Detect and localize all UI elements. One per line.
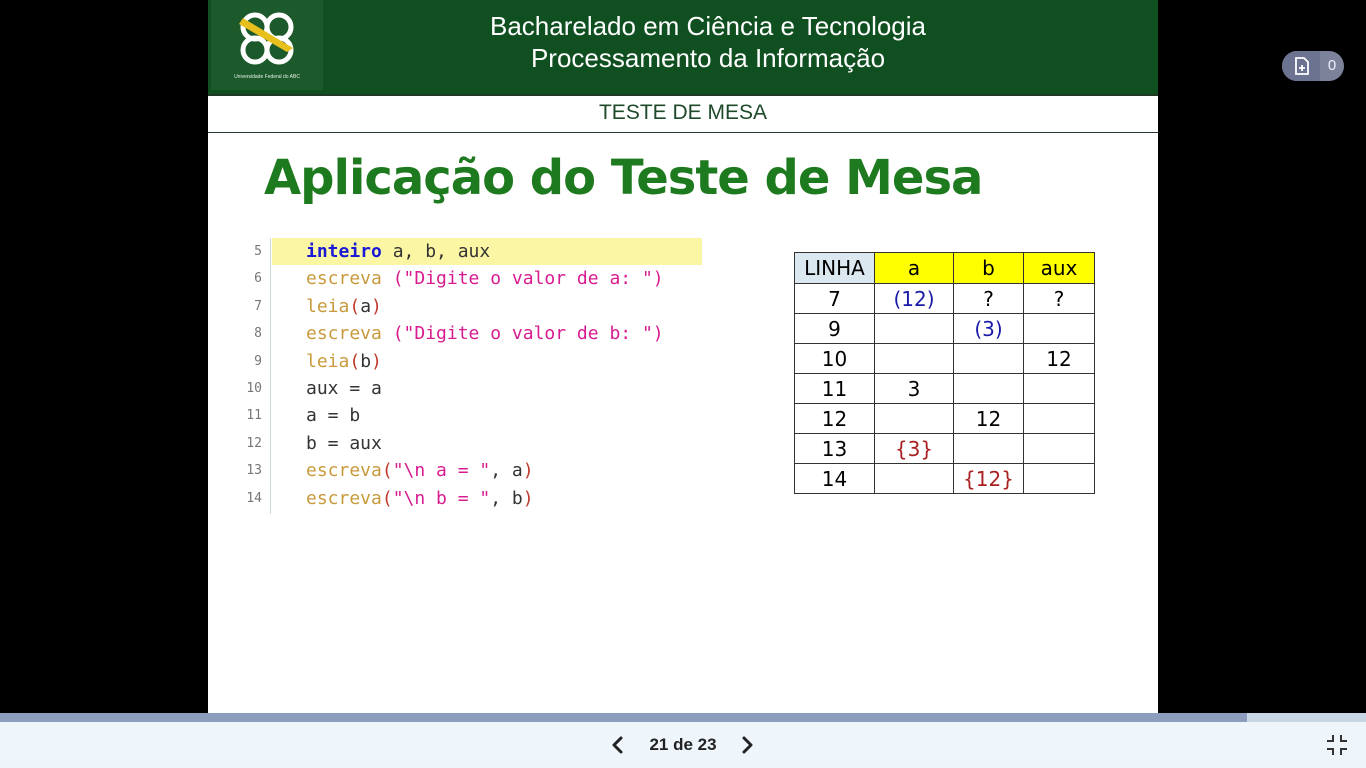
cell-a: (12) [875, 284, 954, 314]
code-line [232, 320, 702, 347]
cell-a [875, 464, 954, 494]
code-text [306, 485, 534, 512]
line-number: 9 [254, 353, 262, 369]
code-token: ( [349, 295, 361, 317]
cell-b [954, 374, 1024, 404]
code-token: leia [306, 295, 350, 317]
bottom-toolbar [0, 722, 1366, 768]
cell-aux [1024, 374, 1095, 404]
cell-a: 3 [875, 374, 954, 404]
cell-aux: ? [1024, 284, 1095, 314]
cell-linha: 13 [795, 434, 875, 464]
code-token: a = b [306, 405, 361, 427]
code-token: inteiro [306, 241, 382, 262]
code-token: ( [349, 350, 361, 372]
code-text [306, 430, 382, 457]
code-text [306, 457, 534, 484]
code-text [306, 402, 360, 429]
cell-b [954, 434, 1024, 464]
code-listing [232, 238, 702, 514]
table-row [795, 374, 1095, 404]
cell-linha: 12 [795, 404, 875, 434]
cell-a: {3} [875, 434, 954, 464]
code-text [306, 348, 382, 375]
code-line [232, 265, 702, 292]
slide-header [208, 0, 1158, 96]
chevron-left-icon [614, 738, 621, 752]
line-number: 5 [254, 244, 262, 259]
code-token: , b [490, 487, 523, 509]
cell-aux [1024, 464, 1095, 494]
code-token: b [360, 350, 372, 372]
header-a: a [875, 253, 954, 284]
line-number: 13 [246, 463, 262, 479]
chevron-right-icon [744, 738, 751, 752]
code-token: ( [381, 460, 393, 482]
code-line [232, 375, 702, 402]
cell-b: {12} [954, 464, 1024, 494]
header-b: b [954, 253, 1024, 284]
cell-b: (3) [954, 314, 1024, 344]
desk-check-table [794, 252, 1095, 494]
table-row [795, 434, 1095, 464]
slide-subtitle: TESTE DE MESA [598, 101, 768, 124]
exit-fullscreen-button[interactable] [1324, 732, 1350, 758]
slide [208, 0, 1158, 713]
line-number: 11 [246, 408, 262, 424]
line-number: 12 [246, 435, 262, 451]
header-text [358, 10, 1058, 74]
cell-a [875, 314, 954, 344]
line-number: 8 [254, 326, 262, 342]
cell-aux: 12 [1024, 344, 1095, 374]
table-row [795, 464, 1095, 494]
line-number: 10 [246, 381, 262, 396]
exit-fullscreen-icon [1327, 735, 1347, 755]
code-token: leia [306, 350, 350, 372]
add-document-icon [1294, 57, 1310, 75]
table-body [795, 284, 1095, 494]
code-line [232, 485, 702, 512]
cell-a [875, 404, 954, 434]
code-token: ) [371, 295, 382, 317]
header-linha: LINHA [795, 253, 875, 284]
code-token: "\n a = " [392, 460, 491, 482]
table-row [795, 404, 1095, 434]
cell-a [875, 344, 954, 374]
cell-b [954, 344, 1024, 374]
attachments-badge[interactable] [1282, 51, 1344, 81]
code-token: ) [371, 350, 382, 372]
code-token: ("Digite o valor de b: ") [392, 323, 664, 345]
code-line [232, 293, 702, 320]
cell-aux [1024, 404, 1095, 434]
header-line-2: Processamento da Informação [530, 43, 886, 73]
table-header-row [795, 253, 1095, 284]
cell-aux [1024, 434, 1095, 464]
code-token: aux = a [306, 378, 382, 399]
table-row [795, 284, 1095, 314]
code-token: a, b, aux [381, 241, 491, 262]
code-text [306, 265, 664, 292]
code-text [306, 293, 382, 320]
code-token: ) [522, 487, 534, 509]
code-line [232, 430, 702, 457]
table-row [795, 314, 1095, 344]
code-token [382, 268, 393, 289]
subtitle-band [208, 96, 1158, 133]
code-token: ) [522, 460, 534, 482]
code-line [232, 457, 702, 484]
code-token: ( [381, 487, 393, 509]
next-slide-button[interactable] [735, 731, 759, 759]
code-token: escreva [306, 487, 382, 509]
code-text [306, 238, 490, 265]
code-token: "\n b = " [392, 487, 491, 509]
line-number: 7 [254, 298, 262, 314]
slide-progress-bar[interactable] [0, 713, 1366, 722]
cell-linha: 9 [795, 314, 875, 344]
code-token: , a [490, 460, 523, 482]
cell-linha: 10 [795, 344, 875, 374]
code-token: a [360, 295, 372, 317]
code-token: escreva [306, 460, 382, 482]
code-token [382, 323, 393, 344]
cell-aux [1024, 314, 1095, 344]
badge-count: 0 [1327, 57, 1337, 74]
code-line [232, 348, 702, 375]
ufabc-logo [211, 0, 323, 90]
cell-b: ? [954, 284, 1024, 314]
header-line-1: Bacharelado em Ciência e Tecnologia [489, 11, 927, 41]
line-number: 14 [246, 490, 262, 506]
line-number: 6 [254, 271, 262, 287]
code-line [232, 402, 702, 429]
cell-b: 12 [954, 404, 1024, 434]
slide-title: Aplicação do Teste de Mesa [264, 150, 983, 206]
cell-linha: 11 [795, 374, 875, 404]
code-token: ("Digite o valor de a: ") [392, 268, 664, 290]
cell-linha: 7 [795, 284, 875, 314]
ufabc-logo-icon [211, 0, 323, 74]
code-token: escreva [306, 323, 382, 345]
previous-slide-button[interactable] [606, 731, 630, 759]
logo-caption: Universidade Federal do ABC [234, 74, 300, 80]
code-text [306, 320, 664, 347]
page-indicator: 21 de 23 [649, 735, 717, 754]
table-row [795, 344, 1095, 374]
cell-linha: 14 [795, 464, 875, 494]
header-aux: aux [1024, 253, 1095, 284]
code-token: b = aux [306, 432, 382, 454]
code-token: escreva [306, 268, 382, 290]
slide-progress-fill [0, 713, 1247, 722]
code-line [254, 238, 702, 265]
code-text [306, 375, 382, 402]
